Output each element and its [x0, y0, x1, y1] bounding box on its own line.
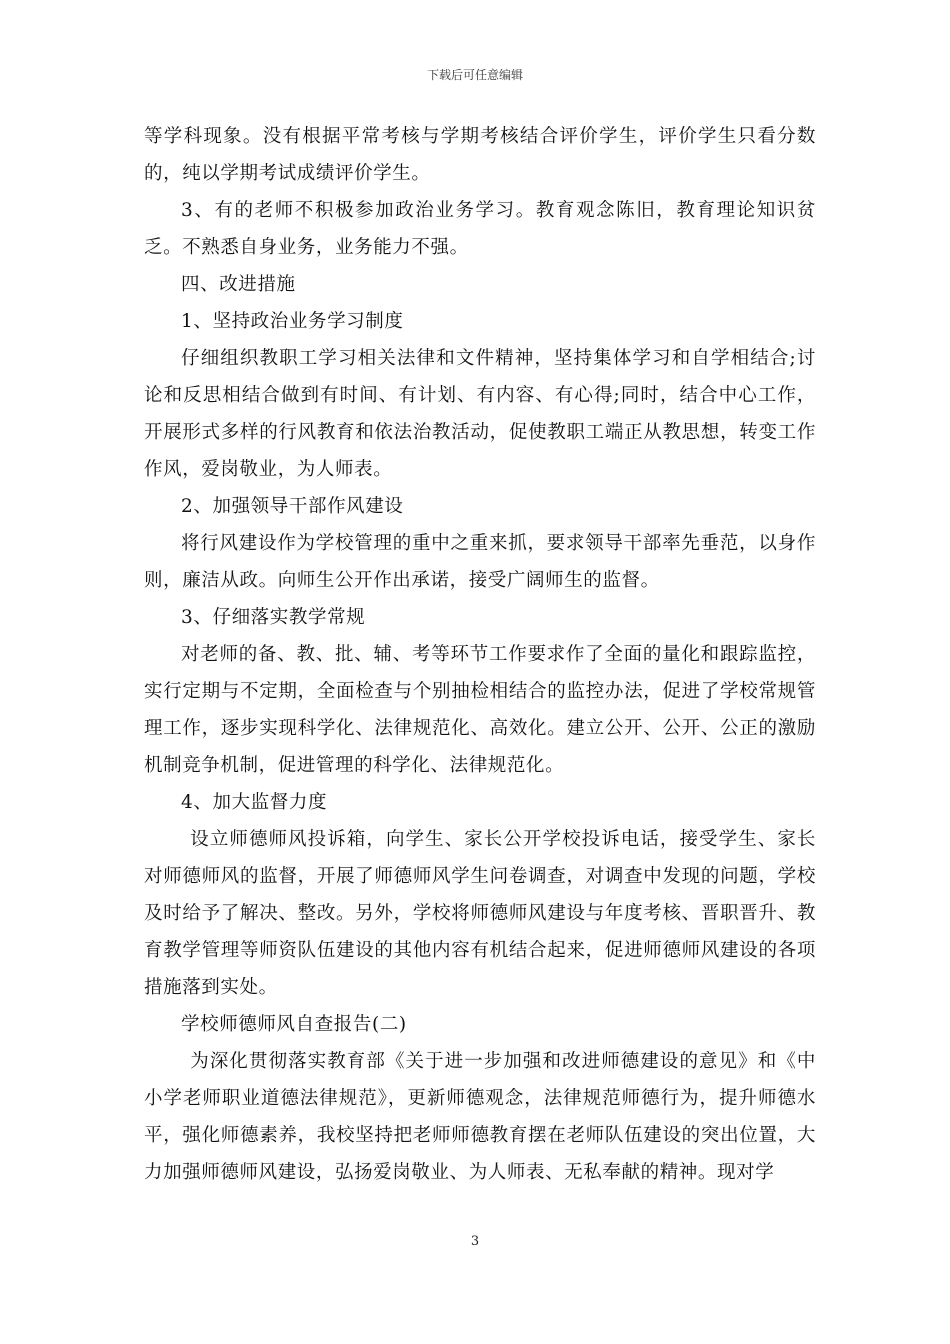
section-heading-improvements: 四、改进措施: [181, 274, 296, 295]
paragraph-issue-3: 3、有的老师不积极参加政治业务学习。教育观念陈旧，教育理论知识贫乏。不熟悉自身业务，业务能力不强。: [144, 200, 816, 258]
paragraph-measure-4: 设立师德师风投诉箱，向学生、家长公开学校投诉电话，接受学生、家长对师德师风的监督，开展了师德师风学生问卷调查，对调查中发现的问题，学校及时给予了解决、整改。另外，学校将师德师风建设与年度考核、晋职晋升、教育教学管理等师资队伍建设的其他内容有机结合起来，促进师德师风建设的各项措施落到实处。: [144, 829, 816, 998]
subheading-2: 2、加强领导干部作风建设: [181, 496, 404, 517]
subheading-4: 4、加大监督力度: [181, 792, 328, 813]
paragraph-report-2-intro: 为深化贯彻落实教育部《关于进一步加强和改进师德建设的意见》和《中小学老师职业道德法律规范》，更新师德观念，法律规范师德行为，提升师德水平，强化师德素养，我校坚持把老师师德教育摆在老师队伍建设的突出位置，大力加强师德师风建设，弘扬爱岗敬业、为人师表、无私奉献的精神。现对学: [144, 1051, 816, 1183]
paragraph-continuation: 等学科现象。没有根据平常考核与学期考核结合评价学生，评价学生只看分数的，纯以学期考试成绩评价学生。: [144, 126, 816, 184]
paragraph-measure-1: 仔细组织教职工学习相关法律和文件精神，坚持集体学习和自学相结合;讨论和反思相结合做到有时间、有计划、有内容、有心得;同时，结合中心工作，开展形式多样的行风教育和依法治教活动，促使教职工端正从教思想，转变工作作风，爱岗敬业，为人师表。: [144, 348, 816, 480]
paragraph-measure-2: 将行风建设作为学校管理的重中之重来抓，要求领导干部率先垂范，以身作则，廉洁从政。向师生公开作出承诺，接受广阔师生的监督。: [144, 533, 816, 591]
paragraph-measure-3: 对老师的备、教、批、辅、考等环节工作要求作了全面的量化和跟踪监控，实行定期与不定期，全面检查与个别抽检相结合的监控办法，促进了学校常规管理工作，逐步实现科学化、法律规范化、高效化。建立公开、公开、公正的激励机制竞争机制，促进管理的科学化、法律规范化。: [144, 644, 816, 776]
page-header: 下载后可任意编辑: [426, 68, 523, 82]
report-title-2: 学校师德师风自查报告(二): [181, 1014, 407, 1035]
subheading-3: 3、仔细落实教学常规: [181, 607, 366, 628]
page-number: 3: [470, 1234, 480, 1249]
document-body: [144, 118, 816, 1191]
subheading-1: 1、坚持政治业务学习制度: [181, 311, 404, 332]
